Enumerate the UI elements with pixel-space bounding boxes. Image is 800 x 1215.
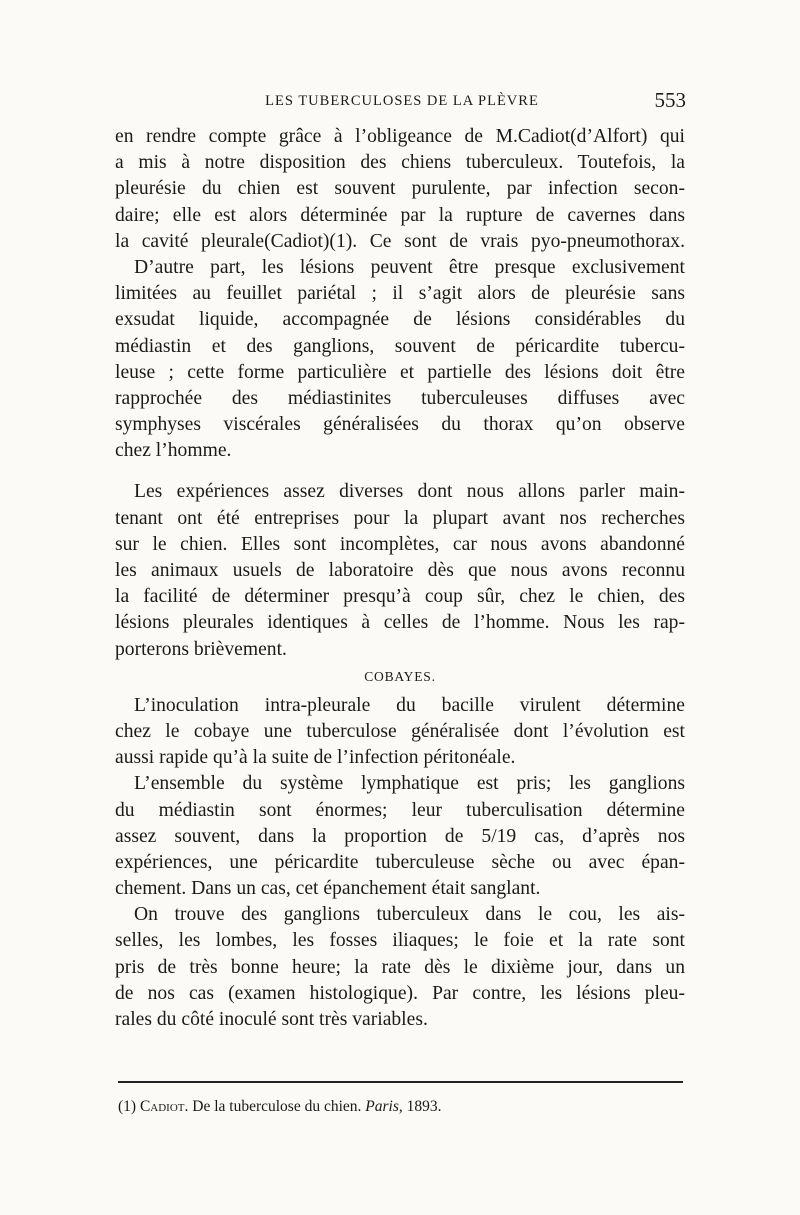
text-line: de nos cas (examen histologique). Par contre, les lésions pleu- [115, 982, 685, 1004]
text-line: pris de très bonne heure; la rate dès le dixième jour, dans un [115, 956, 685, 978]
text-line: chement. Dans un cas, cet épanchement était sanglant. [115, 878, 541, 900]
text-line: selles, les lombes, les fosses iliaques; le foie et la rate sont [115, 930, 685, 952]
text-line: en rendre compte grâce à l’obligeance de M.Cadiot(d’Alfort) qui [115, 126, 685, 147]
text-line: lésions pleurales identiques à celles de l’homme. Nous les rap- [115, 612, 685, 634]
text-line: médiastin et des ganglions, souvent de péricardite tubercu- [115, 335, 685, 357]
section-heading: COBAYES. [364, 668, 436, 684]
text-line: a mis à notre disposition des chiens tuberculeux. Toutefois, la [115, 152, 685, 174]
text-line: porterons brièvement. [115, 638, 287, 660]
text-line: aussi rapide qu’à la suite de l’infection péritonéale. [115, 747, 516, 769]
running-title: LES TUBERCULOSES DE LA PLÈVRE [265, 93, 539, 109]
paragraph [115, 479, 685, 662]
text-line: la facilité de déterminer presqu’à coup sûr, chez le chien, des [115, 586, 685, 608]
text-line: tenant ont été entreprises pour la plupart avant nos recherches [115, 507, 685, 529]
footnote-place: Paris [365, 1098, 399, 1115]
text-line: du médiastin sont énormes; leur tuberculisation détermine [115, 799, 685, 821]
body-text [115, 124, 685, 1033]
paragraph [115, 771, 685, 902]
footnote-title: . De la tuberculose du chien. [184, 1098, 362, 1115]
text-line: assez souvent, dans la proportion de 5/19 cas, d’après nos [115, 825, 685, 847]
footnote-author: Cadiot [139, 1098, 185, 1115]
text-line: rapprochée des médiastinites tuberculeuses diffuses avec [115, 387, 685, 409]
text-line: On trouve des ganglions tuberculeux dans le cou, les ais- [134, 904, 685, 926]
footnote-marker: (1) [118, 1098, 137, 1115]
text-line: leuse ; cette forme particulière et partielle des lésions doit être [115, 361, 685, 383]
text-line: les animaux usuels de laboratoire dès que nous avons reconnu [115, 560, 685, 581]
footnote-rule [118, 1081, 683, 1083]
running-head [118, 88, 686, 123]
paragraph-gap [115, 464, 685, 479]
text-line: Les expériences assez diverses dont nous allons parler main- [134, 481, 685, 503]
text-line: L’ensemble du système lymphatique est pris; les ganglions [134, 773, 685, 795]
text-line: symphyses viscérales généralisées du thorax qu’on observe [115, 414, 685, 436]
paragraph [115, 255, 685, 465]
footnote [118, 1095, 683, 1119]
text-line: daire; elle est alors déterminée par la rupture de cavernes dans [115, 204, 685, 226]
page-number: 553 [654, 88, 686, 112]
text-line: sur le chien. Elles sont incomplètes, car nous avons abandonné [115, 533, 685, 555]
text-line: limitées au feuillet pariétal ; il s’agit alors de pleurésie sans [115, 283, 685, 305]
text-line: pleurésie du chien est souvent purulente, par infection secon- [115, 178, 685, 200]
text-line: chez l’homme. [115, 440, 232, 462]
text-line: exsudat liquide, accompagnée de lésions considérables du [115, 309, 685, 331]
text-line: L’inoculation intra-pleurale du bacille virulent détermine [134, 694, 685, 716]
paragraph [115, 124, 685, 255]
text-line: expériences, une péricardite tuberculeuse sèche ou avec épan- [115, 851, 685, 873]
text-line: la cavité pleurale(Cadiot)(1). Ce sont de vrais pyo-pneumothorax. [115, 230, 685, 252]
paragraph [115, 693, 685, 772]
text-line: chez le cobaye une tuberculose généralisée dont l’évolution est [115, 720, 685, 742]
text-line: D’autre part, les lésions peuvent être presque exclusivement [134, 256, 685, 278]
text-line: rales du côté inoculé sont très variables. [115, 1009, 428, 1030]
paragraph [115, 902, 685, 1033]
footnote-year: , 1893. [398, 1098, 442, 1115]
